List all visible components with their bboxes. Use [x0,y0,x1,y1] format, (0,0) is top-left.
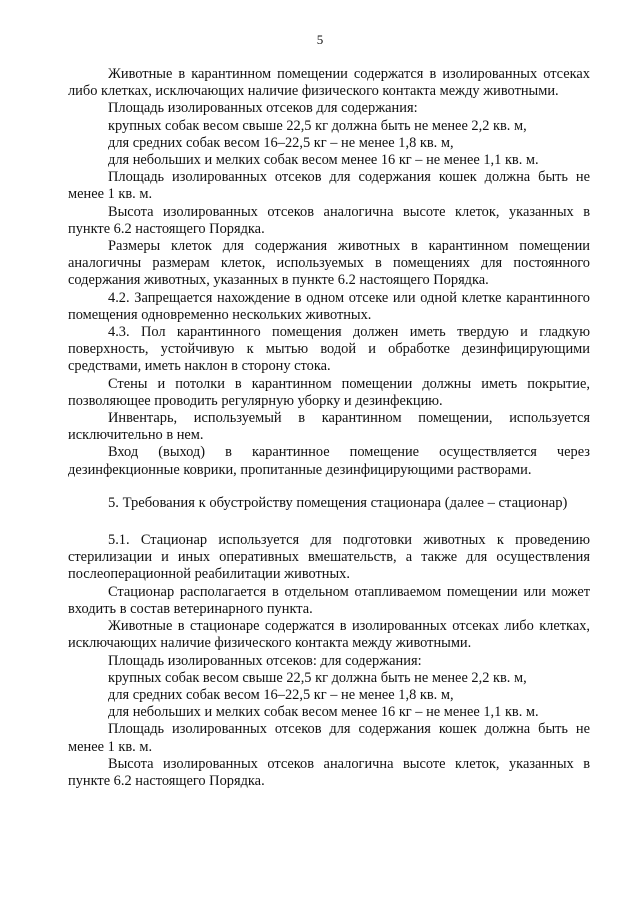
list-line: для средних собак весом 16–22,5 кг – не менее 1,8 кв. м, [108,686,454,703]
list-line: для небольших и мелких собак весом менее 16 кг – не менее 1,1 кв. м. [108,704,539,721]
list-line: для небольших и мелких собак весом менее 16 кг – не менее 1,1 кв. м. [108,152,539,169]
paragraph: Площадь изолированных отсеков для содержания кошек должна быть не менее 1 кв. м. [68,721,590,755]
paragraph: Вход (выход) в карантинное помещение осуществляется через дезинфекционные коврики, пропитанные дезинфицирующими растворами. [68,444,590,478]
list-line: крупных собак весом свыше 22,5 кг должна быть не менее 2,2 кв. м, [108,669,527,686]
paragraph: Размеры клеток для содержания животных в карантинном помещении аналогичны размерам клеток, используемых в помещениях для постоянного содержания животных, указанных в пункте 6.2 настоящего Порядка. [68,238,590,289]
paragraph: 4.2. Запрещается нахождение в одном отсеке или одной клетке карантинного помещения одновременно нескольких животных. [68,289,590,323]
paragraph: Высота изолированных отсеков аналогична высоте клеток, указанных в пункте 6.2 настоящего Порядка. [68,203,590,237]
paragraph: Высота изолированных отсеков аналогична высоте клеток, указанных в пункте 6.2 настоящего Порядка. [68,755,590,789]
list-line: для средних собак весом 16–22,5 кг – не менее 1,8 кв. м, [108,134,454,151]
paragraph: Площадь изолированных отсеков для содержания: [108,100,418,117]
paragraph: Инвентарь, используемый в карантинном помещении, используется исключительно в нем. [68,410,590,444]
paragraph: 5.1. Стационар используется для подготовки животных к проведению стерилизации и иных оперативных вмешательств, а также для осуществления послеоперационной реабилитации животных. [68,532,590,583]
section-heading: 5. Требования к обустройству помещения стационара (далее – стационар) [108,494,568,511]
paragraph: 4.3. Пол карантинного помещения должен иметь твердую и гладкую поверхность, устойчивую к мытью водой и обработке дезинфицирующими средствами, иметь наклон в сторону стока. [68,324,590,375]
paragraph: Животные в стационаре содержатся в изолированных отсеках либо клетках, исключающих наличие физического контакта между животными. [68,618,590,652]
paragraph: Стены и потолки в карантинном помещении должны иметь покрытие, позволяющее проводить регулярную уборку и дезинфекцию. [68,375,590,409]
document-body [68,66,590,790]
paragraph: Площадь изолированных отсеков: для содержания: [108,652,422,669]
page-number: 5 [316,32,324,47]
paragraph: Животные в карантинном помещении содержатся в изолированных отсеках либо клетках, исключающих наличие физического контакта между животными. [68,66,590,100]
list-line: крупных собак весом свыше 22,5 кг должна быть не менее 2,2 кв. м, [108,117,527,134]
paragraph: Стационар располагается в отдельном отапливаемом помещении или может входить в состав ветеринарного пункта. [68,583,590,617]
paragraph: Площадь изолированных отсеков для содержания кошек должна быть не менее 1 кв. м. [68,169,590,203]
